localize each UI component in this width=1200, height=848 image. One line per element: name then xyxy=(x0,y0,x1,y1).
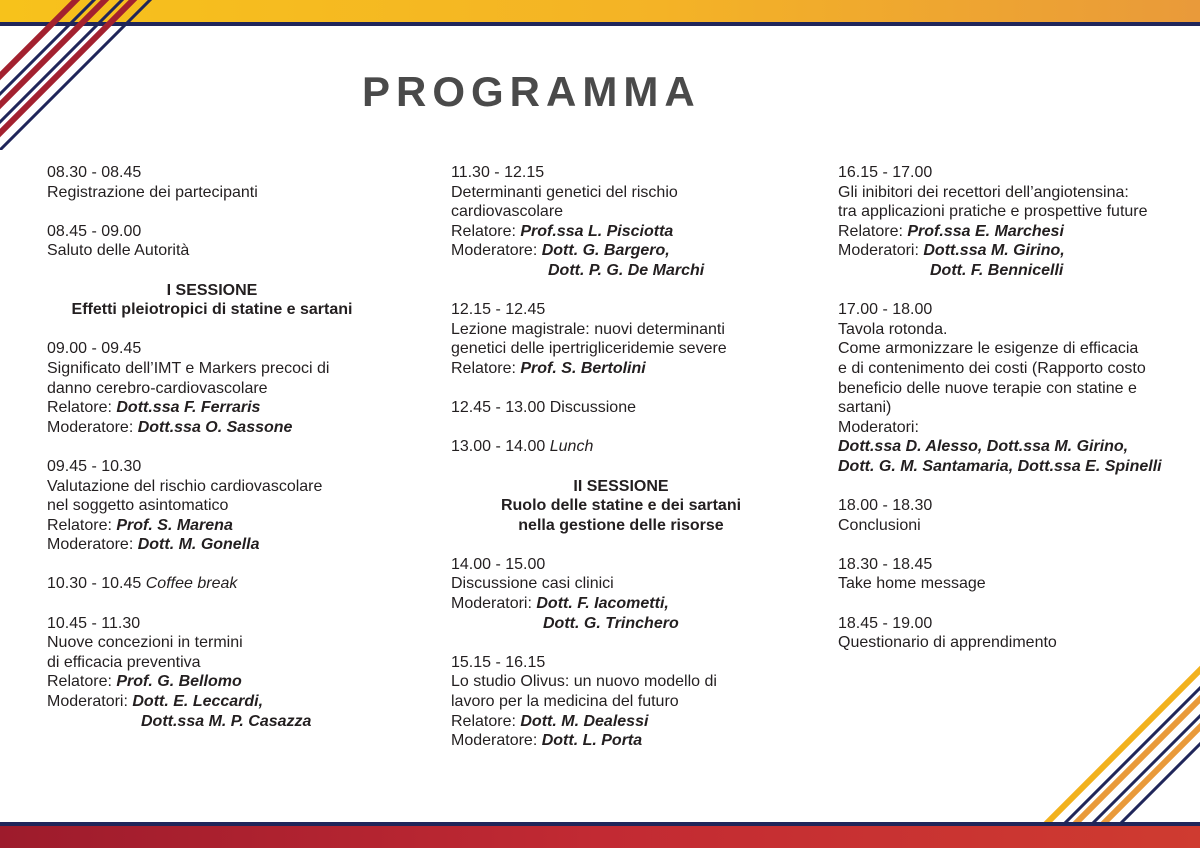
moderator-name: Dott. L. Porta xyxy=(541,732,643,750)
moderator-line xyxy=(451,594,791,614)
bottom-color-bar xyxy=(0,826,1200,848)
speaker-line xyxy=(47,672,377,692)
program-item xyxy=(451,163,791,281)
speaker-label: Relatore: xyxy=(451,222,521,240)
item-description: nel soggetto asintomatico xyxy=(47,497,229,515)
item-description: beneficio delle nuove terapie con statine e xyxy=(838,379,1137,397)
moderator-line xyxy=(47,535,377,555)
program-column-3 xyxy=(838,163,1183,672)
item-description: e di contenimento dei costi (Rapporto costo xyxy=(838,359,1146,377)
item-description: Determinanti genetici del rischio xyxy=(451,183,678,201)
item-description: Registrazione dei partecipanti xyxy=(47,183,258,201)
top-navy-line xyxy=(0,22,1200,26)
program-item xyxy=(47,614,377,732)
bottom-right-stripes xyxy=(1030,650,1200,822)
speaker-name: Prof. S. Marena xyxy=(116,516,233,534)
speaker-line xyxy=(47,398,377,418)
item-description: Lo studio Olivus: un nuovo modello di xyxy=(451,673,717,691)
item-time: 14.00 - 15.00 xyxy=(451,555,546,573)
item-time: 13.00 - 14.00 xyxy=(451,438,550,456)
program-item xyxy=(47,574,377,594)
item-time: 15.15 - 16.15 xyxy=(451,653,546,671)
program-item xyxy=(47,163,377,202)
moderator-name: Dott. M. Gonella xyxy=(137,536,260,554)
item-description: Valutazione del rischio cardiovascolare xyxy=(47,477,323,495)
moderator-label: Moderatori: xyxy=(838,418,919,436)
program-item xyxy=(838,496,1183,535)
item-description: Discussione casi clinici xyxy=(451,575,614,593)
session-subtitle: Ruolo delle statine e dei sartani xyxy=(500,497,742,515)
program-item xyxy=(838,163,1183,281)
program-item xyxy=(451,437,791,457)
program-item xyxy=(451,398,791,418)
speaker-line xyxy=(838,222,1183,242)
item-description: sartani) xyxy=(838,399,892,417)
speaker-name: Prof. S. Bertolini xyxy=(520,359,646,377)
moderator-label: Moderatori: xyxy=(451,595,537,613)
program-column-2 xyxy=(451,163,791,770)
speaker-name: Dott. M. Dealessi xyxy=(520,712,649,730)
session-subtitle: Effetti pleiotropici di statine e sartani xyxy=(71,301,353,319)
speaker-line xyxy=(47,516,377,536)
item-description: Come armonizzare le esigenze di efficacia xyxy=(838,340,1139,358)
speaker-label: Relatore: xyxy=(451,712,521,730)
moderator-name: Dott. F. Iacometti, xyxy=(536,595,669,613)
top-color-bar xyxy=(0,0,1200,22)
moderator-name: Dott. F. Bennicelli xyxy=(930,261,1064,279)
moderator-label: Moderatore: xyxy=(451,242,542,260)
item-description: Significato dell’IMT e Markers precoci di xyxy=(47,359,330,377)
session-heading xyxy=(47,281,377,320)
moderator-line xyxy=(451,731,791,751)
item-time: 16.15 - 17.00 xyxy=(838,164,933,181)
moderator-label: Moderatore: xyxy=(451,732,542,750)
item-time: 18.00 - 18.30 xyxy=(838,497,933,515)
break-line xyxy=(451,437,791,457)
program-item xyxy=(47,222,377,261)
moderator-name: Dott.ssa M. P. Casazza xyxy=(141,712,312,730)
item-time: 09.45 - 10.30 xyxy=(47,457,142,475)
item-description: Lezione magistrale: nuovi determinanti xyxy=(451,320,725,338)
program-item xyxy=(451,300,791,378)
moderator-name: Dott. E. Leccardi, xyxy=(132,693,264,711)
moderator-name: Dott. G. Bargero, xyxy=(541,242,670,260)
item-time: 08.30 - 08.45 xyxy=(47,164,142,181)
top-left-stripes xyxy=(0,0,170,150)
session-title: II SESSIONE xyxy=(573,477,669,495)
item-time: 10.45 - 11.30 xyxy=(47,614,141,632)
moderator-name: Dott. G. Trinchero xyxy=(543,614,679,632)
program-item xyxy=(838,614,1183,653)
item-description: di efficacia preventiva xyxy=(47,653,201,671)
program-column-1 xyxy=(47,163,377,751)
speaker-line xyxy=(451,712,791,732)
item-time: 08.45 - 09.00 xyxy=(47,222,142,240)
moderator-line xyxy=(47,418,377,438)
program-item xyxy=(47,457,377,555)
session-subtitle: nella gestione delle risorse xyxy=(518,516,724,534)
speaker-label: Relatore: xyxy=(451,359,521,377)
page-title: PROGRAMMA xyxy=(362,68,701,115)
session-title: I SESSIONE xyxy=(166,281,258,299)
break-line xyxy=(47,574,377,594)
item-description: Lunch xyxy=(549,438,594,456)
moderator-line xyxy=(47,692,377,712)
moderator-line xyxy=(451,241,791,261)
speaker-name: Dott.ssa F. Ferraris xyxy=(116,399,261,417)
session-heading xyxy=(451,477,791,536)
moderator-label: Moderatori: xyxy=(47,693,133,711)
speaker-line xyxy=(451,222,791,242)
item-time: 10.30 - 10.45 xyxy=(47,575,146,593)
item-description: 12.45 - 13.00 Discussione xyxy=(451,399,636,417)
moderator-label: Moderatori: xyxy=(838,242,924,260)
item-time: 11.30 - 12.15 xyxy=(451,164,545,181)
program-item xyxy=(838,555,1183,594)
moderator-label: Moderatore: xyxy=(47,418,138,436)
item-time: 18.45 - 19.00 xyxy=(838,614,933,632)
item-description: cardiovascolare xyxy=(451,203,564,221)
item-description: Conclusioni xyxy=(838,516,921,534)
item-description: Take home message xyxy=(838,575,986,593)
speaker-label: Relatore: xyxy=(838,222,908,240)
item-time: 18.30 - 18.45 xyxy=(838,555,933,573)
moderator-name: Dott.ssa O. Sassone xyxy=(137,418,293,436)
moderator-line xyxy=(838,241,1183,261)
item-description: tra applicazioni pratiche e prospettive future xyxy=(838,203,1148,221)
item-description: Tavola rotonda. xyxy=(838,320,948,338)
item-description: Gli inibitori dei recettori dell’angiotensina: xyxy=(838,183,1129,201)
item-description: danno cerebro-cardiovascolare xyxy=(47,379,268,397)
item-description: genetici delle ipertrigliceridemie severe xyxy=(451,340,727,358)
moderator-name: Dott.ssa D. Alesso, Dott.ssa M. Girino, xyxy=(838,438,1129,456)
program-item xyxy=(451,653,791,751)
item-time: 09.00 - 09.45 xyxy=(47,340,142,358)
speaker-name: Prof.ssa L. Pisciotta xyxy=(520,222,674,240)
speaker-label: Relatore: xyxy=(47,516,117,534)
speaker-label: Relatore: xyxy=(47,399,117,417)
program-item xyxy=(451,555,791,633)
moderator-name: Dott. G. M. Santamaria, Dott.ssa E. Spinelli xyxy=(838,457,1162,475)
speaker-name: Prof. G. Bellomo xyxy=(116,673,242,691)
item-description: lavoro per la medicina del futuro xyxy=(451,693,679,711)
item-time: 12.15 - 12.45 xyxy=(451,301,546,319)
speaker-label: Relatore: xyxy=(47,673,117,691)
program-item xyxy=(838,300,1183,476)
item-description: Questionario di apprendimento xyxy=(838,634,1057,652)
program-item xyxy=(47,339,377,437)
moderator-label: Moderatore: xyxy=(47,536,138,554)
speaker-name: Prof.ssa E. Marchesi xyxy=(907,222,1064,240)
moderator-name: Dott. P. G. De Marchi xyxy=(548,261,705,279)
item-description: Nuove concezioni in termini xyxy=(47,634,243,652)
item-time: 17.00 - 18.00 xyxy=(838,301,933,319)
moderator-name: Dott.ssa M. Girino, xyxy=(923,242,1065,260)
speaker-line xyxy=(451,359,791,379)
item-description: Saluto delle Autorità xyxy=(47,242,190,260)
item-description: Coffee break xyxy=(145,575,238,593)
